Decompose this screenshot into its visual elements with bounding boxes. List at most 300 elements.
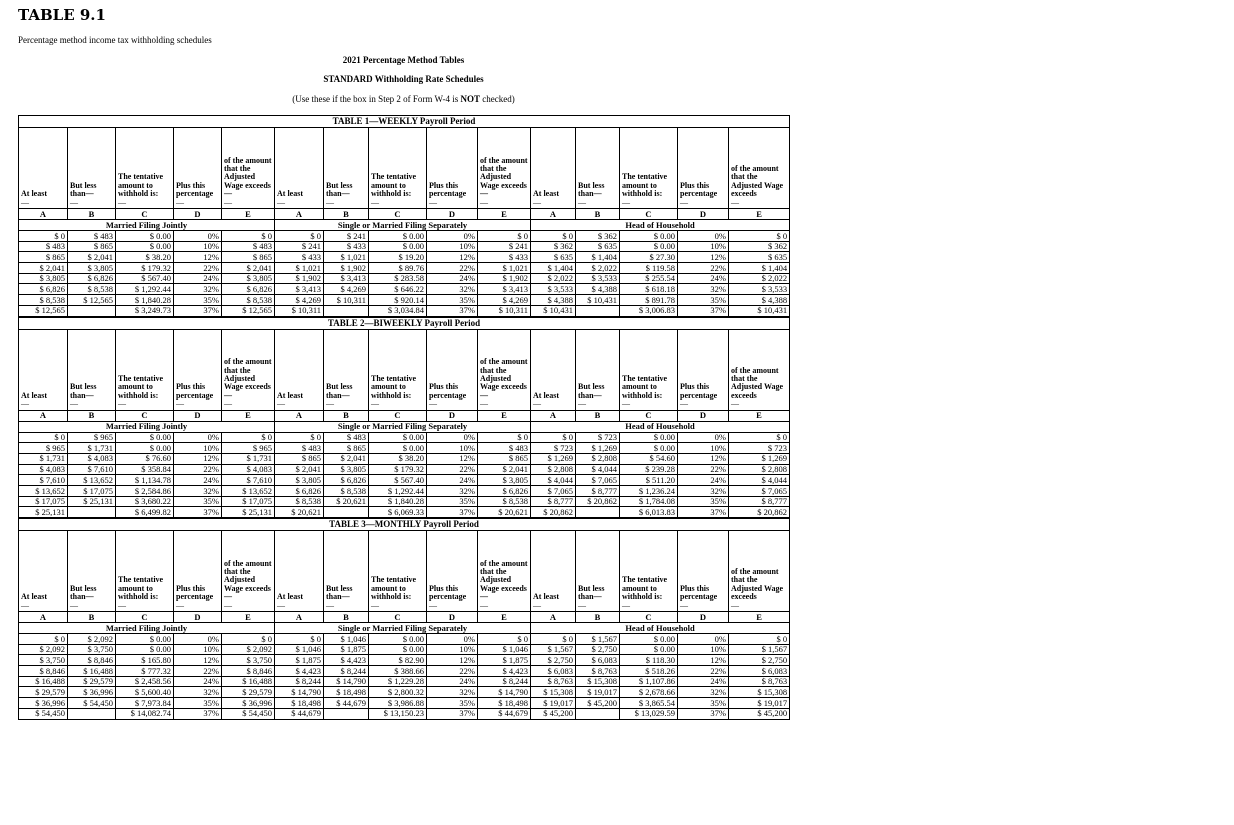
cell-exceeds: $ 2,092 — [222, 644, 275, 655]
cell-exceeds: $ 8,538 — [478, 496, 531, 507]
cell-percentage: 35% — [174, 496, 222, 507]
cell-exceeds: $ 433 — [478, 252, 531, 263]
cell-but-less-than: $ 1,404 — [576, 252, 620, 263]
table-row — [19, 698, 790, 709]
column-header-dash: — — [429, 197, 437, 207]
cell-exceeds: $ 8,846 — [222, 666, 275, 677]
cell-tentative-amount: $ 0.00 — [620, 443, 678, 454]
column-header-dash: — — [622, 399, 630, 409]
cell-exceeds: $ 13,652 — [222, 485, 275, 496]
table-title: TABLE 2—BIWEEKLY Payroll Period — [19, 317, 790, 329]
cell-at-least: $ 2,750 — [531, 655, 576, 666]
column-header-label: But less than— — [578, 180, 605, 199]
column-header-label: The tentative amount to withhold is: — [118, 575, 164, 602]
cell-at-least: $ 2,808 — [531, 464, 576, 475]
cell-percentage: 22% — [678, 263, 729, 274]
column-header-dash: — — [21, 600, 29, 610]
cell-at-least: $ 0 — [19, 231, 68, 242]
cell-tentative-amount: $ 6,069.33 — [369, 507, 427, 518]
cell-percentage: 24% — [174, 475, 222, 486]
column-header-label: At least — [533, 592, 559, 602]
cell-tentative-amount: $ 920.14 — [369, 295, 427, 306]
cell-percentage: 22% — [174, 464, 222, 475]
cell-tentative-amount: $ 618.18 — [620, 284, 678, 295]
withholding-table-1 — [18, 115, 790, 317]
cell-at-least: $ 36,996 — [19, 698, 68, 709]
cell-tentative-amount: $ 567.40 — [116, 273, 174, 284]
cell-but-less-than — [324, 507, 369, 518]
table-row — [19, 241, 790, 252]
cell-percentage: 10% — [174, 644, 222, 655]
cell-but-less-than: $ 45,200 — [576, 698, 620, 709]
cell-tentative-amount: $ 0.00 — [620, 644, 678, 655]
cell-percentage: 10% — [678, 443, 729, 454]
column-header-plus-percentage — [678, 329, 729, 410]
cell-but-less-than: $ 44,679 — [324, 698, 369, 709]
cell-exceeds: $ 4,044 — [729, 475, 790, 486]
column-header-dash: — — [480, 600, 488, 610]
cell-percentage: 32% — [678, 485, 729, 496]
cell-exceeds: $ 10,311 — [478, 305, 531, 316]
table-row — [19, 453, 790, 464]
cell-but-less-than — [68, 507, 116, 518]
cell-at-least: $ 1,021 — [275, 263, 324, 274]
cell-but-less-than: $ 1,567 — [576, 634, 620, 645]
cell-exceeds: $ 6,083 — [729, 666, 790, 677]
cell-exceeds: $ 16,488 — [222, 676, 275, 687]
cell-exceeds: $ 7,065 — [729, 485, 790, 496]
column-header-adjusted-wage-exceeds — [478, 329, 531, 410]
cell-percentage: 24% — [427, 676, 478, 687]
cell-tentative-amount: $ 0.00 — [369, 432, 427, 443]
cell-tentative-amount: $ 3,986.88 — [369, 698, 427, 709]
cell-tentative-amount: $ 3,249.73 — [116, 305, 174, 316]
column-letter: B — [576, 612, 620, 623]
cell-but-less-than: $ 8,538 — [324, 485, 369, 496]
column-header-label: Plus this percentage — [176, 583, 214, 602]
cell-at-least: $ 15,308 — [531, 687, 576, 698]
column-header-label: of the amount that the Adjusted Wage exceeds— — [480, 558, 528, 602]
cell-exceeds: $ 965 — [222, 443, 275, 454]
tables-year-heading: 2021 Percentage Method Tables — [342, 55, 465, 65]
cell-percentage: 32% — [174, 687, 222, 698]
cell-exceeds: $ 2,022 — [729, 273, 790, 284]
column-header-at-least — [531, 329, 576, 410]
column-header-label: The tentative amount to withhold is: — [371, 373, 417, 400]
cell-percentage: 0% — [174, 432, 222, 443]
cell-exceeds: $ 0 — [478, 432, 531, 443]
column-letter: B — [68, 612, 116, 623]
column-header-plus-percentage — [427, 531, 478, 612]
cell-tentative-amount: $ 0.00 — [369, 644, 427, 655]
column-header-label: The tentative amount to withhold is: — [371, 172, 417, 199]
cell-tentative-amount: $ 283.58 — [369, 273, 427, 284]
cell-at-least: $ 45,200 — [531, 708, 576, 719]
cell-but-less-than: $ 4,269 — [324, 284, 369, 295]
cell-percentage: 35% — [427, 698, 478, 709]
column-letter: C — [116, 410, 174, 421]
cell-tentative-amount: $ 518.26 — [620, 666, 678, 677]
cell-tentative-amount: $ 0.00 — [116, 443, 174, 454]
cell-tentative-amount: $ 2,800.32 — [369, 687, 427, 698]
cell-exceeds: $ 483 — [222, 241, 275, 252]
cell-but-less-than: $ 6,826 — [324, 475, 369, 486]
cell-tentative-amount: $ 0.00 — [620, 634, 678, 645]
cell-at-least: $ 2,041 — [275, 464, 324, 475]
page-subtitle: Percentage method income tax withholding schedules — [18, 35, 212, 45]
column-header-but-less — [576, 531, 620, 612]
column-header-adjusted-wage-exceeds — [222, 128, 275, 209]
filing-status-header: Single or Married Filing Separately — [275, 220, 531, 231]
column-header-dash: — — [731, 197, 739, 207]
cell-tentative-amount: $ 13,029.59 — [620, 708, 678, 719]
column-header-label: of the amount that the Adjusted Wage exceeds — [731, 365, 784, 400]
column-letter: B — [68, 209, 116, 220]
cell-but-less-than — [324, 305, 369, 316]
cell-at-least: $ 8,846 — [19, 666, 68, 677]
table-row — [19, 507, 790, 518]
cell-tentative-amount: $ 0.00 — [620, 231, 678, 242]
column-letter: E — [478, 612, 531, 623]
cell-tentative-amount: $ 0.00 — [116, 231, 174, 242]
cell-exceeds: $ 15,308 — [729, 687, 790, 698]
column-letter: A — [19, 209, 68, 220]
column-header-dash: — — [371, 399, 379, 409]
cell-percentage: 32% — [427, 485, 478, 496]
column-header-dash: — — [326, 600, 334, 610]
cell-percentage: 32% — [427, 284, 478, 295]
cell-at-least: $ 0 — [531, 432, 576, 443]
cell-percentage: 22% — [427, 666, 478, 677]
cell-at-least: $ 4,044 — [531, 475, 576, 486]
cell-exceeds: $ 4,388 — [729, 295, 790, 306]
column-header-adjusted-wage-exceeds — [478, 531, 531, 612]
column-letter: A — [275, 209, 324, 220]
cell-exceeds: $ 2,750 — [729, 655, 790, 666]
cell-tentative-amount: $ 82.90 — [369, 655, 427, 666]
column-header-label: At least — [277, 189, 303, 199]
column-header-dash: — — [622, 600, 630, 610]
cell-percentage: 35% — [678, 698, 729, 709]
cell-but-less-than: $ 4,388 — [576, 284, 620, 295]
cell-percentage: 10% — [678, 644, 729, 655]
cell-at-least: $ 1,046 — [275, 644, 324, 655]
cell-percentage: 37% — [174, 507, 222, 518]
column-header-at-least — [19, 329, 68, 410]
cell-but-less-than: $ 8,763 — [576, 666, 620, 677]
column-header-adjusted-wage-exceeds — [729, 531, 790, 612]
withholding-tables — [18, 115, 789, 720]
cell-at-least: $ 1,875 — [275, 655, 324, 666]
column-letter: E — [478, 209, 531, 220]
cell-tentative-amount: $ 891.78 — [620, 295, 678, 306]
cell-tentative-amount: $ 1,107.86 — [620, 676, 678, 687]
cell-but-less-than — [576, 507, 620, 518]
cell-percentage: 35% — [427, 295, 478, 306]
cell-percentage: 0% — [174, 634, 222, 645]
column-letter: D — [678, 410, 729, 421]
withholding-table-3 — [18, 518, 790, 720]
table-row — [19, 687, 790, 698]
cell-at-least: $ 29,579 — [19, 687, 68, 698]
cell-at-least: $ 1,567 — [531, 644, 576, 655]
column-letter: A — [275, 410, 324, 421]
schedule-heading: STANDARD Withholding Rate Schedules — [323, 74, 484, 84]
cell-but-less-than: $ 25,131 — [68, 496, 116, 507]
cell-but-less-than — [68, 708, 116, 719]
column-header-label: At least — [277, 592, 303, 602]
column-header-dash: — — [176, 197, 184, 207]
filing-status-header: Head of Household — [531, 421, 790, 432]
cell-exceeds: $ 2,041 — [478, 464, 531, 475]
table-row — [19, 655, 790, 666]
table-row — [19, 676, 790, 687]
cell-but-less-than: $ 3,533 — [576, 273, 620, 284]
cell-exceeds: $ 25,131 — [222, 507, 275, 518]
cell-percentage: 0% — [427, 634, 478, 645]
cell-at-least: $ 16,488 — [19, 676, 68, 687]
column-header-adjusted-wage-exceeds — [729, 329, 790, 410]
cell-tentative-amount: $ 6,013.83 — [620, 507, 678, 518]
cell-tentative-amount: $ 3,034.84 — [369, 305, 427, 316]
cell-at-least: $ 7,065 — [531, 485, 576, 496]
cell-percentage: 10% — [427, 241, 478, 252]
cell-exceeds: $ 44,679 — [478, 708, 531, 719]
cell-at-least: $ 8,777 — [531, 496, 576, 507]
column-letter: C — [620, 209, 678, 220]
cell-but-less-than: $ 635 — [576, 241, 620, 252]
cell-at-least: $ 44,679 — [275, 708, 324, 719]
column-header-dash: — — [277, 600, 285, 610]
column-header-at-least — [275, 128, 324, 209]
cell-exceeds: $ 36,996 — [222, 698, 275, 709]
cell-exceeds: $ 1,567 — [729, 644, 790, 655]
cell-exceeds: $ 2,808 — [729, 464, 790, 475]
cell-but-less-than: $ 14,790 — [324, 676, 369, 687]
cell-tentative-amount: $ 165.80 — [116, 655, 174, 666]
column-letter: C — [369, 209, 427, 220]
column-header-plus-percentage — [174, 128, 222, 209]
column-letter: B — [324, 209, 369, 220]
cell-but-less-than: $ 2,041 — [324, 453, 369, 464]
schedule-note — [18, 94, 789, 104]
column-header-dash: — — [224, 197, 232, 207]
table-row — [19, 252, 790, 263]
column-header-dash: — — [731, 399, 739, 409]
column-header-plus-percentage — [678, 531, 729, 612]
cell-exceeds: $ 20,862 — [729, 507, 790, 518]
cell-at-least: $ 19,017 — [531, 698, 576, 709]
cell-exceeds: $ 4,083 — [222, 464, 275, 475]
table-row — [19, 273, 790, 284]
column-header-dash: — — [70, 600, 78, 610]
cell-tentative-amount: $ 179.32 — [369, 464, 427, 475]
cell-at-least: $ 6,083 — [531, 666, 576, 677]
column-header-label: Plus this percentage — [176, 382, 214, 400]
column-header-dash: — — [21, 399, 29, 409]
column-letter: D — [427, 209, 478, 220]
column-header-tentative-amount — [369, 329, 427, 410]
cell-tentative-amount: $ 89.76 — [369, 263, 427, 274]
cell-exceeds: $ 723 — [729, 443, 790, 454]
column-header-label: The tentative amount to withhold is: — [622, 172, 668, 199]
cell-tentative-amount: $ 1,134.78 — [116, 475, 174, 486]
cell-exceeds: $ 0 — [729, 432, 790, 443]
cell-tentative-amount: $ 255.54 — [620, 273, 678, 284]
cell-at-least: $ 1,731 — [19, 453, 68, 464]
cell-exceeds: $ 45,200 — [729, 708, 790, 719]
column-header-label: At least — [277, 390, 303, 400]
column-header-dash: — — [680, 600, 688, 610]
cell-exceeds: $ 1,404 — [729, 263, 790, 274]
table-row — [19, 443, 790, 454]
column-header-label: of the amount that the Adjusted Wage exceeds — [731, 164, 784, 199]
cell-tentative-amount: $ 0.00 — [369, 634, 427, 645]
cell-percentage: 24% — [678, 676, 729, 687]
column-header-tentative-amount — [620, 128, 678, 209]
column-header-label: At least — [533, 390, 559, 400]
cell-but-less-than: $ 4,423 — [324, 655, 369, 666]
cell-percentage: 0% — [678, 634, 729, 645]
cell-tentative-amount: $ 54.60 — [620, 453, 678, 464]
column-letter: A — [19, 612, 68, 623]
column-header-dash: — — [429, 399, 437, 409]
column-header-but-less — [68, 128, 116, 209]
column-header-label: of the amount that the Adjusted Wage exceeds— — [224, 155, 272, 199]
column-letter: C — [116, 209, 174, 220]
cell-at-least: $ 14,790 — [275, 687, 324, 698]
column-header-dash: — — [176, 600, 184, 610]
cell-at-least: $ 0 — [275, 432, 324, 443]
cell-but-less-than: $ 362 — [576, 231, 620, 242]
column-header-tentative-amount — [116, 531, 174, 612]
column-header-adjusted-wage-exceeds — [222, 329, 275, 410]
table-row — [19, 708, 790, 719]
cell-at-least: $ 20,621 — [275, 507, 324, 518]
column-header-dash: — — [680, 399, 688, 409]
cell-but-less-than: $ 8,244 — [324, 666, 369, 677]
cell-but-less-than: $ 4,044 — [576, 464, 620, 475]
column-header-label: Plus this percentage — [429, 583, 467, 602]
cell-but-less-than — [324, 708, 369, 719]
column-header-dash: — — [118, 197, 126, 207]
cell-percentage: 10% — [427, 644, 478, 655]
cell-tentative-amount: $ 7,973.84 — [116, 698, 174, 709]
cell-but-less-than: $ 18,498 — [324, 687, 369, 698]
cell-at-least: $ 635 — [531, 252, 576, 263]
cell-exceeds: $ 1,046 — [478, 644, 531, 655]
column-header-at-least — [275, 531, 324, 612]
cell-but-less-than: $ 29,579 — [68, 676, 116, 687]
cell-tentative-amount: $ 1,292.44 — [116, 284, 174, 295]
cell-at-least: $ 6,826 — [19, 284, 68, 295]
cell-percentage: 0% — [678, 231, 729, 242]
cell-at-least: $ 10,311 — [275, 305, 324, 316]
cell-but-less-than: $ 241 — [324, 231, 369, 242]
column-header-tentative-amount — [116, 329, 174, 410]
cell-tentative-amount: $ 0.00 — [116, 644, 174, 655]
column-header-label: The tentative amount to withhold is: — [371, 575, 417, 602]
cell-exceeds: $ 3,805 — [478, 475, 531, 486]
cell-tentative-amount: $ 0.00 — [116, 432, 174, 443]
column-header-label: But less than— — [326, 180, 353, 199]
cell-exceeds: $ 6,826 — [478, 485, 531, 496]
cell-percentage: 24% — [427, 273, 478, 284]
column-header-label: of the amount that the Adjusted Wage exceeds— — [480, 357, 528, 400]
column-header-label: Plus this percentage — [680, 180, 718, 199]
cell-exceeds: $ 2,041 — [222, 263, 275, 274]
column-header-label: The tentative amount to withhold is: — [622, 373, 668, 400]
column-header-label: The tentative amount to withhold is: — [622, 575, 668, 602]
cell-exceeds: $ 362 — [729, 241, 790, 252]
cell-tentative-amount: $ 3,006.83 — [620, 305, 678, 316]
cell-at-least: $ 241 — [275, 241, 324, 252]
column-letter: D — [678, 209, 729, 220]
column-header-dash: — — [118, 399, 126, 409]
cell-exceeds: $ 0 — [729, 634, 790, 645]
filing-status-header: Single or Married Filing Separately — [275, 421, 531, 432]
cell-exceeds: $ 7,610 — [222, 475, 275, 486]
column-header-dash: — — [480, 197, 488, 207]
cell-percentage: 0% — [174, 231, 222, 242]
column-header-tentative-amount — [620, 329, 678, 410]
cell-percentage: 24% — [174, 676, 222, 687]
cell-exceeds: $ 483 — [478, 443, 531, 454]
column-letter: A — [19, 410, 68, 421]
cell-tentative-amount: $ 1,292.44 — [369, 485, 427, 496]
cell-at-least: $ 13,652 — [19, 485, 68, 496]
cell-percentage: 37% — [427, 507, 478, 518]
cell-exceeds: $ 54,450 — [222, 708, 275, 719]
table-title: TABLE 1—WEEKLY Payroll Period — [19, 116, 790, 128]
cell-but-less-than: $ 16,488 — [68, 666, 116, 677]
column-header-dash: — — [224, 399, 232, 409]
cell-exceeds: $ 865 — [478, 453, 531, 464]
cell-but-less-than: $ 13,652 — [68, 475, 116, 486]
cell-exceeds: $ 0 — [729, 231, 790, 242]
cell-tentative-amount: $ 1,236.24 — [620, 485, 678, 496]
cell-percentage: 35% — [174, 698, 222, 709]
cell-percentage: 35% — [678, 295, 729, 306]
cell-exceeds: $ 0 — [222, 231, 275, 242]
column-header-label: But less than— — [70, 180, 97, 199]
column-header-tentative-amount — [369, 128, 427, 209]
column-header-tentative-amount — [620, 531, 678, 612]
cell-percentage: 22% — [678, 464, 729, 475]
cell-tentative-amount: $ 646.22 — [369, 284, 427, 295]
cell-tentative-amount: $ 27.30 — [620, 252, 678, 263]
cell-tentative-amount: $ 1,840.28 — [369, 496, 427, 507]
column-header-label: Plus this percentage — [176, 180, 214, 199]
column-letter: E — [729, 410, 790, 421]
cell-at-least: $ 865 — [275, 453, 324, 464]
cell-tentative-amount: $ 388.66 — [369, 666, 427, 677]
column-letter: B — [324, 612, 369, 623]
cell-percentage: 32% — [174, 485, 222, 496]
cell-but-less-than: $ 433 — [324, 241, 369, 252]
column-header-at-least — [531, 128, 576, 209]
cell-at-least: $ 4,388 — [531, 295, 576, 306]
table-title: TABLE 3—MONTHLY Payroll Period — [19, 519, 790, 531]
cell-at-least: $ 2,022 — [531, 273, 576, 284]
column-header-label: Plus this percentage — [680, 583, 718, 602]
cell-at-least: $ 8,538 — [275, 496, 324, 507]
column-header-dash: — — [371, 197, 379, 207]
column-header-dash: — — [731, 600, 739, 610]
cell-at-least: $ 0 — [275, 231, 324, 242]
column-header-dash: — — [277, 197, 285, 207]
cell-percentage: 0% — [427, 432, 478, 443]
